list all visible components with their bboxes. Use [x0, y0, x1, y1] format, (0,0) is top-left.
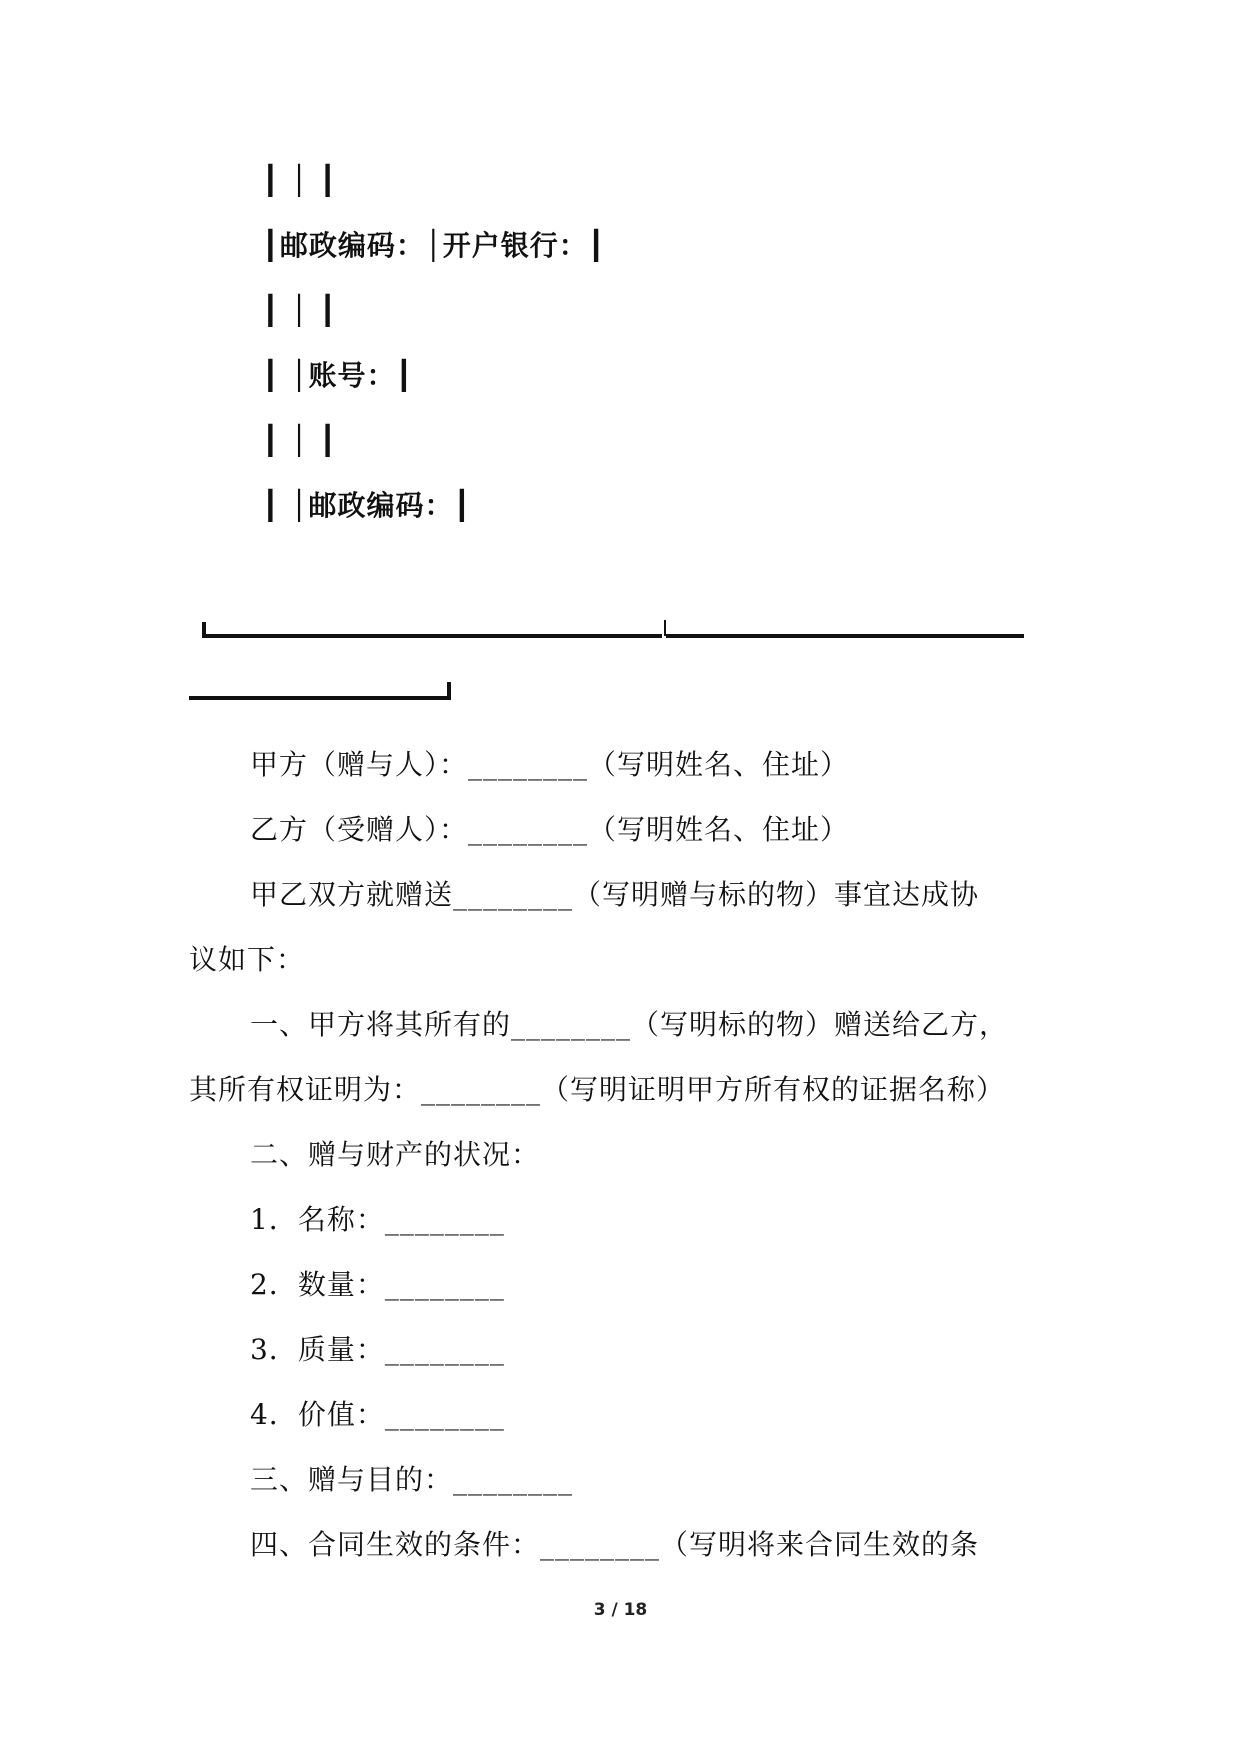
- property-value-line: 4．价值：________: [250, 1398, 505, 1431]
- property-quality-line: 3．质量：________: [250, 1333, 505, 1366]
- table-row: ┃ │账号：┃: [262, 359, 414, 392]
- page-number: 3 / 18: [593, 1600, 648, 1620]
- agreement-intro-line: 甲乙双方就赠送________（写明赠与标的物）事宜达成协: [250, 878, 980, 911]
- clause-4-line: 四、合同生效的条件：________（写明将来合同生效的条: [250, 1528, 980, 1561]
- clause-1-continued: 其所有权证明为：________（写明证明甲方所有权的证据名称）: [189, 1073, 1006, 1106]
- table-row: ┃ │ ┃: [262, 294, 338, 327]
- party-b-line: 乙方（受赠人）：________（写明姓名、住址）: [250, 813, 850, 846]
- clause-3-line: 三、赠与目的：________: [250, 1463, 574, 1496]
- table-row: ┃ │邮政编码：┃: [262, 489, 472, 522]
- property-name-line: 1．名称：________: [250, 1203, 505, 1236]
- clause-1-line: 一、甲方将其所有的________（写明标的物）赠送给乙方，: [250, 1008, 1009, 1041]
- clause-2-heading: 二、赠与财产的状况：: [250, 1138, 541, 1171]
- agreement-intro-continued: 议如下：: [189, 943, 306, 976]
- party-a-line: 甲方（赠与人）：________（写明姓名、住址）: [250, 748, 850, 781]
- table-row: ┃邮政编码：│开户银行：┃: [262, 229, 606, 262]
- property-quantity-line: 2．数量：________: [250, 1268, 505, 1301]
- table-row: ┃ │ ┃: [262, 424, 338, 457]
- table-row: ┃ │ ┃: [262, 164, 338, 197]
